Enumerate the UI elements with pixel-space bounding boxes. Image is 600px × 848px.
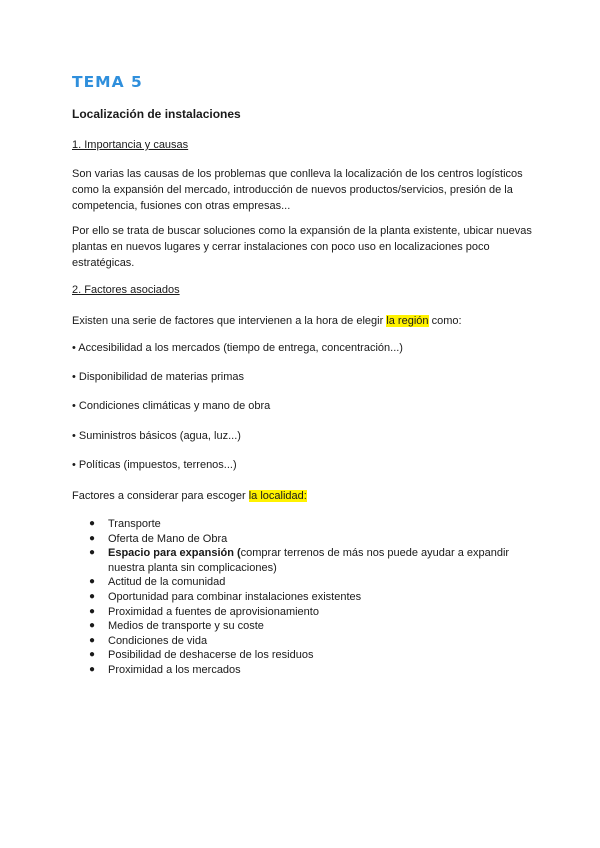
highlight-locality: la localidad: — [248, 490, 307, 502]
locality-intro-text: Factores a considerar para escoger — [72, 490, 249, 502]
list-item: ● Oferta de Mano de Obra — [89, 532, 228, 545]
bullet-icon: ● — [89, 649, 96, 661]
bullet-icon: ● — [89, 590, 96, 602]
list-item — [72, 546, 542, 575]
locality-factor-list — [72, 517, 542, 678]
region-intro-text: Existen una serie de factores que intervienen a la hora de elegir — [72, 315, 387, 327]
paragraph-solutions: Por ello se trata de buscar soluciones como la expansión de la planta existente, ubicar nuevas plantas en nuevos lugares y cerrar instalaciones con poco uso en localizaciones poco estratégicas. — [72, 225, 532, 269]
bullet-icon: ● — [89, 547, 96, 559]
list-item: ● Condiciones de vida — [89, 634, 208, 647]
bullet-icon: ● — [89, 605, 96, 617]
section-heading-2: 2. Factores asociados — [72, 284, 180, 296]
paragraph-causes: Son varias las causas de los problemas que conlleva la localización de los centros logísticos como la expansión del mercado, introducción de nuevos productos/servicios, presión de la competencia, fusiones con otras empresas... — [72, 168, 523, 212]
list-item: ● Oportunidad para combinar instalaciones existentes — [89, 590, 362, 603]
region-factor: • Políticas (impuestos, terrenos...) — [72, 459, 237, 471]
list-item: ● Actitud de la comunidad — [89, 576, 226, 589]
bullet-icon: ● — [89, 620, 96, 632]
bullet-icon: ● — [89, 532, 96, 544]
region-factor: • Disponibilidad de materias primas — [72, 371, 244, 383]
bullet-icon: ● — [89, 634, 96, 646]
paragraph-locality-intro — [72, 488, 540, 504]
region-intro-tail: como: — [428, 315, 462, 327]
list-item: ● Proximidad a fuentes de aprovisionamiento — [89, 605, 319, 618]
bullet-icon: ● — [89, 576, 96, 588]
region-factor: • Accesibilidad a los mercados (tiempo de entrega, concentración...) — [72, 342, 403, 354]
highlight-region: la región — [386, 315, 429, 327]
bullet-icon: ● — [89, 518, 96, 529]
expansion-text: comprar terrenos de más nos puede ayudar a expandir nuestra planta sin complicaciones) — [108, 547, 510, 574]
list-item: ● Proximidad a los mercados — [89, 663, 241, 676]
list-item: ● Medios de transporte y su coste — [89, 620, 264, 633]
chapter-label: TEMA 5 — [72, 73, 143, 91]
region-factor: • Condiciones climáticas y mano de obra — [72, 400, 271, 412]
paragraph-region-intro — [72, 313, 540, 329]
list-item: ● Posibilidad de deshacerse de los residuos — [89, 649, 314, 662]
section-heading-1: 1. Importancia y causas — [72, 139, 189, 151]
list-item: ● Transporte — [89, 518, 161, 530]
page-title: Localización de instalaciones — [72, 107, 241, 121]
region-factor: • Suministros básicos (agua, luz...) — [72, 430, 241, 442]
expansion-bold: Espacio para expansión ( — [108, 547, 241, 560]
bullet-icon: ● — [89, 663, 96, 675]
